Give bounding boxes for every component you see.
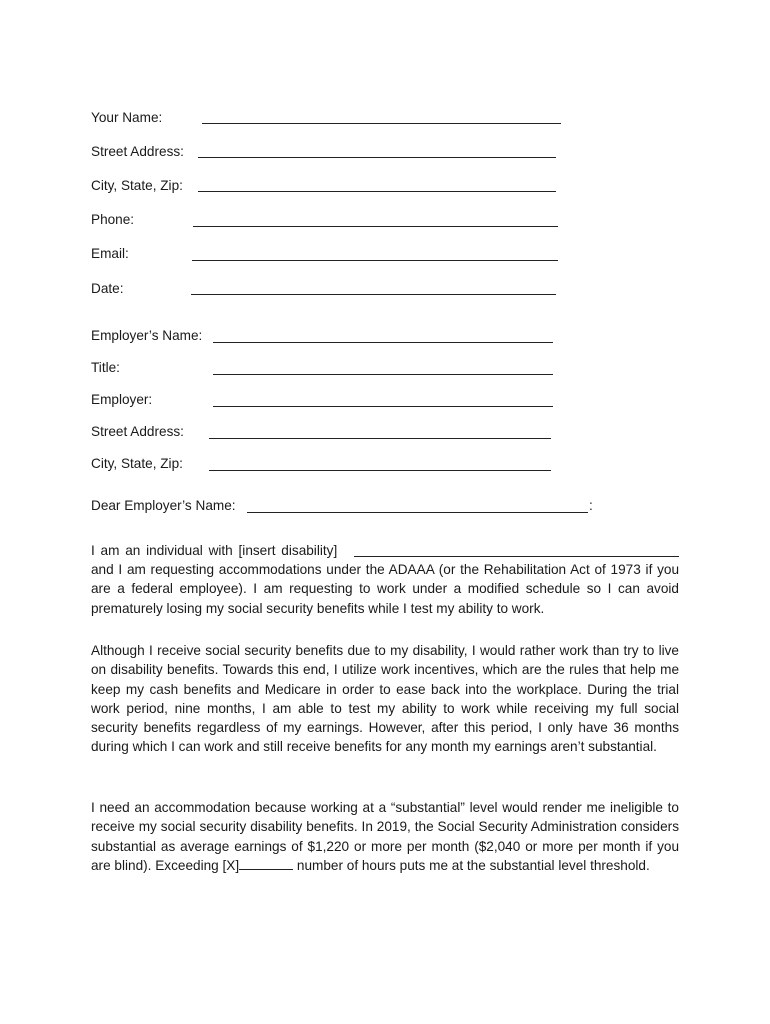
phone-label: Phone:	[91, 212, 135, 227]
paragraph-1-first-line	[91, 541, 679, 560]
phone-field[interactable]	[193, 226, 558, 227]
hours-field[interactable]	[239, 856, 293, 870]
paragraph-3-start: I need an accommodation because working at a “substantial” level would render me ineligible to receive my social security disability benefits. In 2019, the Social Security Administration considers substantial as average earnings of $1,220 or more per month ($2,040 or more per month if you are blind). Exceeding [X]	[91, 800, 679, 873]
sender-city-row	[91, 177, 571, 197]
recipient-street-row	[91, 423, 571, 443]
paragraph-3-end: number of hours puts me at the substantial level threshold.	[293, 857, 650, 873]
recipient-city-label: City, State, Zip:	[91, 456, 183, 471]
your-name-row	[91, 109, 571, 129]
sender-street-row	[91, 143, 571, 163]
employer-label: Employer:	[91, 392, 153, 407]
paragraph-2-text: Although I receive social security benefits due to my disability, I would rather work than try to live on disability benefits. Towards this end, I utilize work incentives, which are the rules that help me keep my cash benefits and Medicare in order to ease back into the workplace. During the trial work period, nine months, I am able to test my ability to work while receiving my full social security benefits regardless of my earnings. However, after this period, I only have 36 months during which I can work and still receive benefits for any month my earnings aren’t substantial.	[91, 643, 679, 755]
employer-field[interactable]	[213, 406, 553, 407]
salutation-label: Dear Employer’s Name:	[91, 498, 236, 513]
email-label: Email:	[91, 246, 129, 261]
salutation-name-field[interactable]	[247, 512, 588, 513]
title-field[interactable]	[213, 374, 553, 375]
disability-field[interactable]	[354, 543, 679, 557]
paragraph-1-rest: and I am requesting accommodations under the ADAAA (or the Rehabilitation Act of 1973 if you are a federal employee). I am requesting to work under a modified schedule so I can avoid prematurely losing my social security benefits while I test my ability to work.	[91, 562, 679, 616]
employer-name-field[interactable]	[213, 342, 553, 343]
email-row	[91, 245, 571, 265]
employer-row	[91, 391, 571, 411]
recipient-street-field[interactable]	[209, 438, 551, 439]
your-name-field[interactable]	[202, 123, 561, 124]
employer-name-row	[91, 327, 571, 347]
date-field[interactable]	[191, 294, 556, 295]
recipient-city-field[interactable]	[209, 470, 551, 471]
paragraph-2	[91, 641, 679, 757]
title-label: Title:	[91, 360, 120, 375]
date-row	[91, 280, 571, 300]
sender-street-label: Street Address:	[91, 144, 184, 159]
email-field[interactable]	[192, 260, 558, 261]
paragraph-3-text	[91, 798, 679, 875]
salutation-colon: :	[589, 498, 593, 513]
sender-street-field[interactable]	[198, 157, 556, 158]
paragraph-3	[91, 798, 679, 875]
recipient-city-row	[91, 455, 571, 475]
date-label: Date:	[91, 281, 124, 296]
recipient-street-label: Street Address:	[91, 424, 184, 439]
title-row	[91, 359, 571, 379]
employer-name-label: Employer’s Name:	[91, 328, 203, 343]
sender-city-field[interactable]	[198, 191, 556, 192]
phone-row	[91, 211, 571, 231]
sender-city-label: City, State, Zip:	[91, 178, 183, 193]
paragraph-1	[91, 541, 679, 618]
paragraph-1-start: I am an individual with [insert disability]	[91, 543, 338, 558]
salutation-row	[91, 497, 611, 517]
your-name-label: Your Name:	[91, 110, 163, 125]
